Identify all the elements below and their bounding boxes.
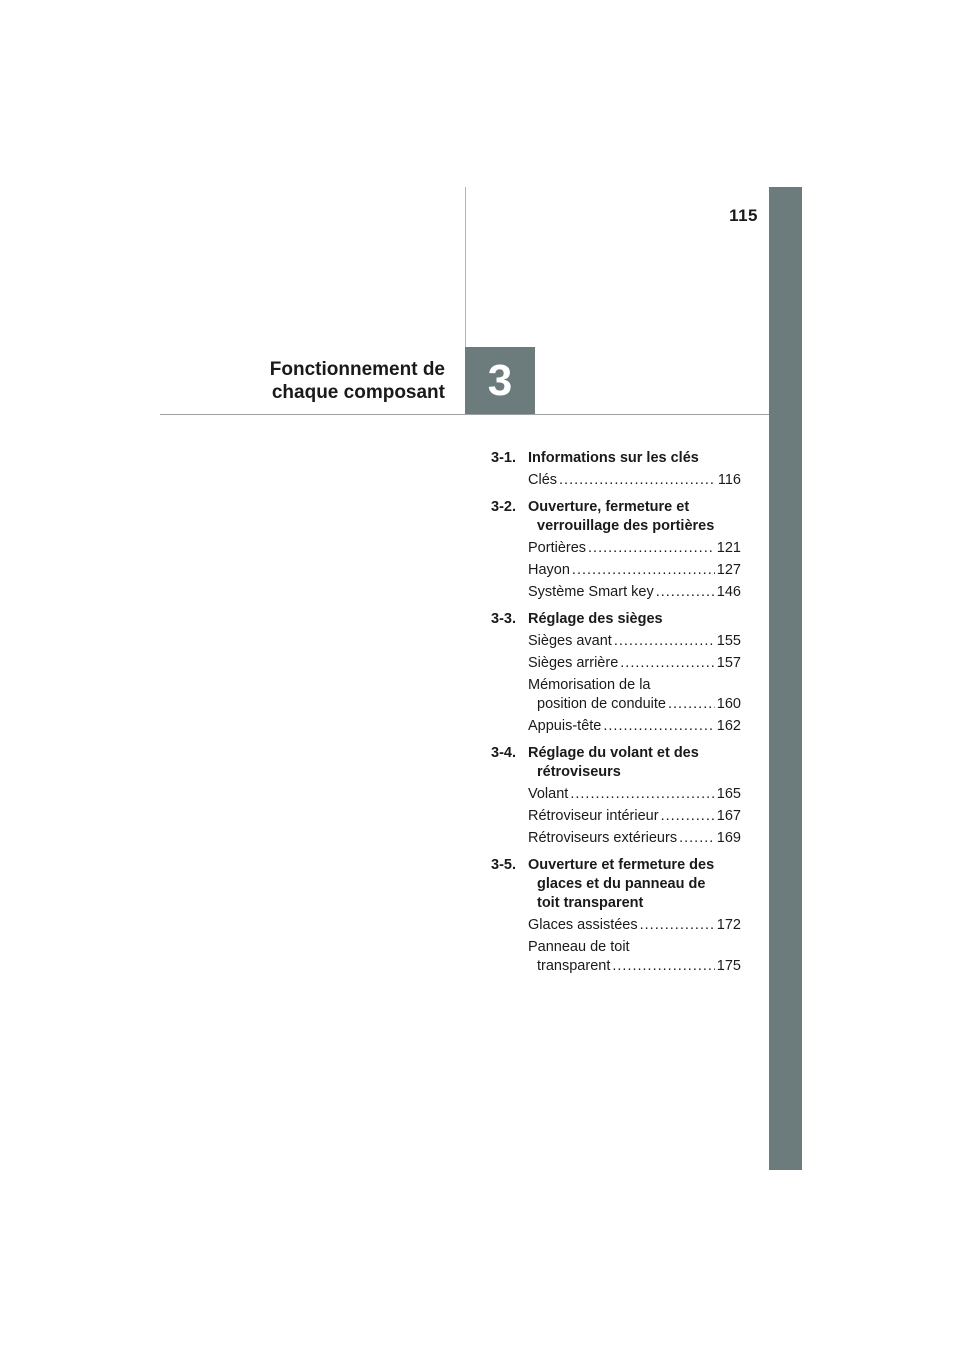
toc-entry-label: Glaces assistées [528, 917, 638, 933]
toc-entry-page: 121 [716, 540, 741, 556]
toc-section-title: toit transparent [537, 895, 644, 911]
toc-section-title: Informations sur les clés [528, 450, 699, 466]
toc-section-title: rétroviseurs [537, 764, 621, 780]
toc-section-heading[interactable] [491, 856, 741, 913]
toc-entry-label: Rétroviseur intérieur [528, 808, 659, 824]
toc-entry[interactable] [491, 916, 741, 935]
toc-entry[interactable] [491, 471, 741, 490]
toc-entry-label: Rétroviseurs extérieurs [528, 830, 678, 846]
chapter-number-box [465, 347, 535, 414]
side-tab [769, 187, 802, 1170]
dot-leader [620, 654, 715, 673]
chapter-title [180, 358, 445, 404]
table-of-contents [491, 449, 741, 976]
dot-leader [588, 539, 715, 558]
toc-entry[interactable] [491, 717, 741, 736]
vertical-divider [465, 187, 466, 347]
toc-entry[interactable] [491, 561, 741, 580]
toc-section-number: 3-4. [491, 745, 516, 761]
toc-entry-label-first-line: Panneau de toit [528, 939, 630, 955]
toc-entry-label: position de conduite [537, 696, 666, 712]
toc-entry-page: 165 [716, 786, 741, 802]
toc-entry-label: Sièges avant [528, 633, 612, 649]
toc-entry-label: Clés [528, 472, 558, 488]
page-number: 115 [729, 206, 758, 225]
toc-section-title: Ouverture et fermeture des [528, 857, 715, 873]
dot-leader [656, 583, 715, 602]
dot-leader [572, 561, 715, 580]
toc-entry-label: Volant [528, 786, 569, 802]
toc-entry-page: 172 [716, 917, 741, 933]
dot-leader [679, 829, 715, 848]
toc-section-number: 3-1. [491, 450, 516, 466]
toc-entry-page: 169 [716, 830, 741, 846]
chapter-title-line: Fonctionnement de [269, 359, 445, 380]
dot-leader [559, 471, 716, 490]
chapter-number: 3 [487, 355, 513, 405]
toc-section-title: glaces et du panneau de [537, 876, 706, 892]
toc-section-number: 3-2. [491, 499, 516, 515]
toc-entry[interactable] [491, 583, 741, 602]
toc-section-title: Ouverture, fermeture et [528, 499, 690, 515]
toc-entry-label: transparent [537, 958, 611, 974]
toc-entry-page: 155 [716, 633, 741, 649]
toc-section-number: 3-5. [491, 857, 516, 873]
toc-entry[interactable] [491, 676, 741, 714]
toc-section-heading[interactable] [491, 449, 741, 468]
toc-entry[interactable] [491, 654, 741, 673]
dot-leader [640, 916, 715, 935]
toc-section-title: Réglage du volant et des [528, 745, 699, 761]
toc-entry-label: Hayon [528, 562, 570, 578]
dot-leader [614, 632, 715, 651]
toc-section-title: Réglage des sièges [528, 611, 663, 627]
toc-section-number: 3-3. [491, 611, 516, 627]
toc-entry-label: Appuis-tête [528, 718, 602, 734]
toc-section-heading[interactable] [491, 498, 741, 536]
toc-entry-label: Portières [528, 540, 587, 556]
toc-entry-label: Système Smart key [528, 584, 654, 600]
toc-section-heading[interactable] [491, 610, 741, 629]
toc-entry[interactable] [491, 829, 741, 848]
toc-entry[interactable] [491, 785, 741, 804]
toc-entry-page: 157 [716, 655, 741, 671]
dot-leader [661, 807, 715, 826]
toc-entry[interactable] [491, 938, 741, 976]
toc-entry-page: 167 [716, 808, 741, 824]
dot-leader [612, 957, 714, 976]
toc-entry-page: 175 [716, 958, 741, 974]
toc-entry-page: 146 [716, 584, 741, 600]
toc-entry[interactable] [491, 539, 741, 558]
toc-entry-page: 162 [716, 718, 741, 734]
toc-entry[interactable] [491, 807, 741, 826]
dot-leader [570, 785, 714, 804]
dot-leader [668, 695, 715, 714]
toc-entry-label-first-line: Mémorisation de la [528, 677, 651, 693]
toc-entry-label: Sièges arrière [528, 655, 619, 671]
toc-entry-page: 116 [717, 472, 741, 488]
toc-section-title: verrouillage des portières [537, 518, 715, 534]
horizontal-divider [160, 414, 769, 415]
toc-entry-page: 160 [716, 696, 741, 712]
toc-section-heading[interactable] [491, 744, 741, 782]
chapter-title-line: chaque composant [271, 382, 445, 403]
toc-entry-page: 127 [716, 562, 741, 578]
toc-entry[interactable] [491, 632, 741, 651]
dot-leader [603, 717, 714, 736]
